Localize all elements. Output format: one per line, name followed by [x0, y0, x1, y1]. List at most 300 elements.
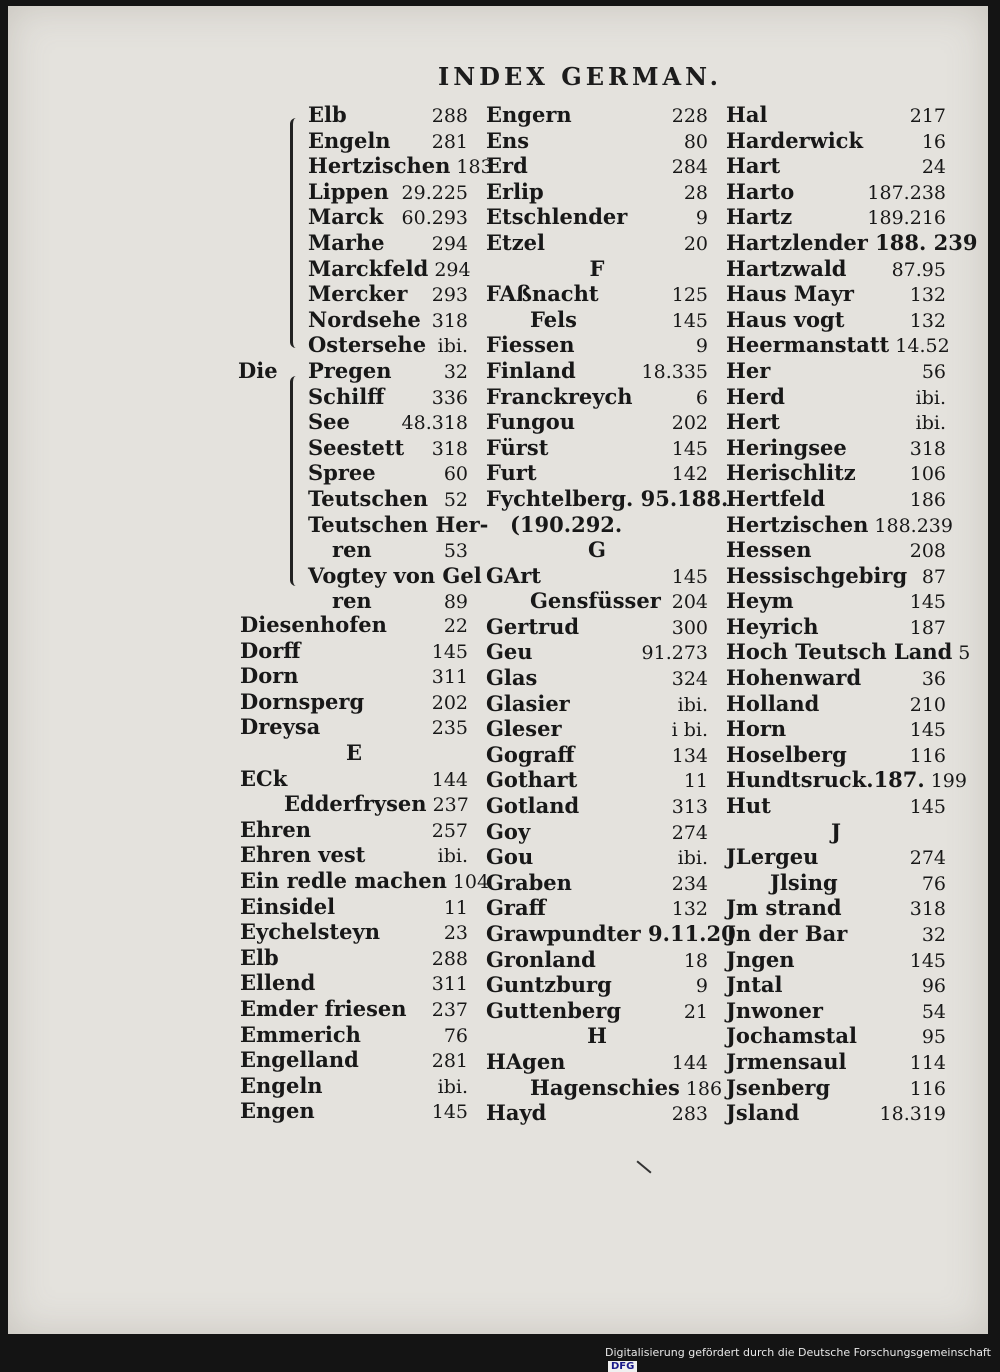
- entry-page: 318: [909, 437, 946, 460]
- index-column-1: [240, 612, 490, 1124]
- entry-term: Gertrud: [486, 613, 580, 639]
- entry-term: Engelland: [240, 1047, 359, 1073]
- entry-page: 21: [683, 1000, 708, 1023]
- entry-term: See: [308, 409, 350, 435]
- entry-page: 318: [431, 437, 468, 460]
- entry-term: Seestett: [308, 434, 405, 460]
- entry-term: Geu: [486, 639, 533, 665]
- entry-term: Schilff: [308, 383, 385, 409]
- entry-term: Emmerich: [240, 1021, 361, 1047]
- entry-term: Furt: [486, 460, 537, 486]
- entry-page: 145: [909, 591, 946, 614]
- entry-page: 80: [683, 130, 708, 153]
- index-entry: [726, 1049, 946, 1075]
- entry-term: Teutschen: [308, 485, 429, 511]
- index-entry: [240, 1073, 468, 1099]
- digitization-credit: [605, 1346, 1000, 1372]
- index-column-2: [486, 102, 736, 1126]
- entry-page: 257: [431, 819, 468, 842]
- entry-page: 145: [671, 437, 708, 460]
- index-entry: [240, 996, 468, 1022]
- entry-page: 237: [431, 998, 468, 1021]
- entry-term: Engeln: [308, 127, 391, 153]
- entry-page: 96: [921, 975, 946, 998]
- entry-term: Dreysa: [240, 714, 321, 740]
- index-entry: [726, 1023, 946, 1049]
- entry-term: ren: [332, 537, 372, 563]
- index-entry: [726, 128, 946, 154]
- index-entry: [308, 255, 471, 282]
- entry-page: 311: [431, 973, 468, 996]
- index-entry: [486, 358, 708, 384]
- entry-page: 202: [431, 691, 468, 714]
- index-entry: [308, 562, 482, 589]
- entry-page: 208: [909, 540, 946, 563]
- index-entry: [726, 691, 946, 717]
- index-entry: [486, 1100, 708, 1126]
- entry-term: Erd: [486, 153, 528, 179]
- index-entry: [240, 1022, 468, 1048]
- ink-mark: [636, 1160, 651, 1173]
- entry-page: 187: [909, 616, 946, 639]
- index-entry: [240, 689, 468, 715]
- index-entry: [726, 895, 946, 921]
- entry-term: Heym: [726, 588, 794, 614]
- entry-term: Eychelsteyn: [240, 919, 380, 945]
- entry-term: HAgen: [486, 1048, 566, 1074]
- index-entry: [308, 588, 468, 614]
- index-entry: [486, 409, 708, 435]
- entry-page: 5: [958, 642, 971, 665]
- index-entry: [726, 947, 946, 973]
- entry-page: 186: [685, 1077, 723, 1100]
- entry-term: Hayd: [486, 1100, 547, 1126]
- index-entry: [726, 179, 946, 205]
- index-entry: [240, 1098, 468, 1124]
- index-entry: [486, 716, 708, 742]
- entry-term: H: [587, 1023, 607, 1049]
- entry-page: 281: [431, 1050, 468, 1073]
- entry-term: E: [345, 739, 362, 765]
- entry-page: 18: [683, 949, 708, 972]
- entry-page: 145: [431, 1101, 468, 1124]
- entry-term: Etschlender: [486, 204, 628, 230]
- entry-page: 116: [909, 1077, 946, 1100]
- entry-page: 20: [683, 232, 708, 255]
- index-entry: [726, 844, 946, 870]
- entry-term: Gronland: [486, 946, 596, 972]
- entry-term: Nordsehe: [308, 306, 421, 332]
- entry-term: Marckfeld: [308, 255, 429, 281]
- index-entry: [486, 563, 708, 589]
- entry-page: 288: [431, 105, 468, 127]
- entry-term: Jnwoner: [726, 997, 823, 1023]
- index-entry: [486, 614, 708, 640]
- entry-page: 76: [443, 1024, 468, 1047]
- index-entry: [726, 281, 946, 307]
- entry-term: Teutschen Her-: [308, 511, 489, 537]
- index-entry: [308, 179, 468, 205]
- entry-term: Hertzischen: [308, 153, 451, 179]
- index-entry: [486, 128, 708, 154]
- entry-page: 288: [431, 947, 468, 970]
- entry-page: 324: [671, 668, 708, 691]
- entry-term: JLergeu: [726, 844, 819, 870]
- index-entry: [240, 791, 468, 817]
- index-entry: [308, 511, 489, 538]
- index-entry: [240, 970, 468, 996]
- index-entry: [308, 102, 468, 128]
- index-entry: [726, 332, 950, 358]
- credit-text: Digitalisierung gefördert durch die Deutsche Forschungsgemeinschaft: [605, 1346, 991, 1359]
- index-entry: [486, 947, 708, 973]
- entry-term: Her: [726, 357, 771, 383]
- index-entry: [726, 614, 946, 640]
- entry-page: 145: [909, 949, 946, 972]
- entry-page: 281: [431, 130, 468, 153]
- entry-page: 18.319: [879, 1103, 946, 1126]
- entry-page: 14.52: [895, 335, 950, 358]
- index-entry: [726, 153, 946, 179]
- entry-term: Mercker: [308, 281, 408, 307]
- index-entry: [486, 588, 708, 614]
- entry-term: Goy: [486, 818, 531, 844]
- index-entry: [240, 817, 468, 843]
- entry-term: Pregen: [308, 357, 392, 383]
- index-entry: [240, 612, 468, 638]
- entry-page: 9: [695, 335, 708, 358]
- entry-page: 28: [683, 181, 708, 204]
- entry-page: 36: [921, 668, 946, 691]
- entry-page: 54: [921, 1000, 946, 1023]
- section-letter: [486, 256, 708, 282]
- index-entry: [726, 767, 967, 793]
- entry-term: Heermanstatt: [726, 332, 890, 358]
- entry-term: Hert: [726, 409, 780, 435]
- index-entry: [726, 307, 946, 333]
- entry-term: Hoselberg: [726, 741, 847, 767]
- dfg-logo: DFG: [608, 1361, 637, 1372]
- entry-term: Fungou: [486, 409, 576, 435]
- entry-page: 32: [443, 360, 468, 383]
- entry-term: Hessischgebirg: [726, 562, 908, 588]
- entry-page: ibi.: [915, 412, 946, 435]
- entry-page: 144: [671, 1051, 708, 1074]
- entry-page: 313: [671, 796, 708, 819]
- entry-page: 237: [432, 794, 469, 817]
- entry-page: ibi.: [437, 335, 468, 358]
- entry-term: Emder friesen: [240, 995, 407, 1021]
- entry-term: Jn der Bar: [726, 921, 848, 946]
- entry-term: Harto: [726, 178, 795, 204]
- index-entry: [240, 766, 468, 792]
- entry-page: 283: [671, 1103, 708, 1126]
- entry-term: Haus vogt: [726, 306, 845, 332]
- index-entry: [308, 153, 493, 179]
- index-entry: [726, 384, 946, 410]
- entry-page: 11: [683, 770, 708, 793]
- entry-page: 294: [434, 258, 471, 281]
- entry-term: Guttenberg: [486, 997, 622, 1023]
- entry-term: ECk: [240, 765, 288, 791]
- index-entry: [486, 691, 708, 717]
- index-entry: [726, 921, 946, 947]
- entry-term: Hartz: [726, 204, 793, 230]
- entry-term: FAßnacht: [486, 281, 599, 307]
- entry-page: 6: [695, 386, 708, 409]
- index-entry: [308, 537, 468, 563]
- index-entry: [486, 1049, 708, 1075]
- entry-term: Gleser: [486, 716, 562, 742]
- index-entry: [308, 307, 468, 333]
- index-entry: [240, 945, 468, 971]
- entry-term: Hal: [726, 102, 768, 127]
- entry-term: Fürst: [486, 434, 549, 460]
- index-entry: [486, 972, 708, 998]
- index-entry: [308, 384, 468, 410]
- index-entry: [726, 256, 946, 282]
- entry-term: G: [588, 537, 606, 563]
- entry-page: 199: [930, 770, 967, 793]
- entry-page: 202: [671, 412, 708, 435]
- entry-page: 114: [909, 1051, 946, 1074]
- entry-term: J: [831, 818, 841, 844]
- entry-page: 132: [909, 284, 946, 307]
- entry-page: 210: [909, 693, 946, 716]
- entry-term: Edderfrysen: [284, 791, 427, 817]
- entry-page: 274: [671, 821, 708, 844]
- entry-page: 87.95: [891, 258, 946, 281]
- entry-term: Hertzischen: [726, 511, 869, 537]
- entry-page: 76: [921, 872, 946, 895]
- entry-term: Fiessen: [486, 332, 575, 358]
- entry-term: Gothart: [486, 767, 578, 793]
- index-entry: [486, 512, 708, 538]
- entry-page: 87: [921, 565, 946, 588]
- entry-page: 134: [671, 744, 708, 767]
- entry-term: Jlsing: [770, 869, 838, 895]
- index-entry: [240, 1047, 468, 1073]
- entry-page: i bi.: [671, 719, 708, 742]
- index-entry: [240, 894, 468, 920]
- entry-page: 274: [909, 847, 946, 870]
- entry-page: ibi.: [437, 845, 468, 868]
- index-entry: [726, 358, 946, 384]
- entry-term: Heyrich: [726, 613, 819, 639]
- entry-term: Ehren: [240, 816, 311, 842]
- entry-page: 188.239: [874, 514, 953, 537]
- entry-term: Diesenhofen: [240, 612, 387, 637]
- entry-term: Hut: [726, 793, 771, 819]
- index-entry: [486, 460, 708, 486]
- entry-term: Horn: [726, 716, 787, 742]
- entry-page: ibi.: [915, 386, 946, 409]
- entry-term: Jsenberg: [726, 1074, 831, 1100]
- index-entry: [486, 307, 708, 333]
- index-entry: [486, 870, 708, 896]
- index-entry: [308, 460, 468, 486]
- entry-term: (190.292.: [510, 511, 623, 537]
- entry-page: 186: [909, 488, 946, 511]
- index-entry: [486, 998, 708, 1024]
- entry-page: 23: [443, 922, 468, 945]
- entry-term: Glas: [486, 665, 538, 691]
- entry-page: 187.238: [867, 181, 946, 204]
- entry-term: Jsland: [726, 1100, 800, 1126]
- entry-page: 284: [671, 156, 708, 179]
- index-entry: [486, 384, 708, 410]
- entry-page: 132: [909, 309, 946, 332]
- index-entry: [308, 332, 468, 358]
- index-entry: [308, 409, 468, 435]
- entry-term: Hartzlender 188. 239: [726, 229, 978, 255]
- section-letter: [486, 1023, 708, 1049]
- entry-term: Hertfeld: [726, 485, 826, 511]
- entry-page: 24: [921, 156, 946, 179]
- entry-page: 53: [443, 540, 468, 563]
- entry-term: Fels: [530, 306, 577, 332]
- index-column-3: [726, 102, 978, 1126]
- entry-page: 32: [921, 924, 946, 946]
- entry-term: Hoch Teutsch Land: [726, 639, 953, 665]
- entry-page: 145: [909, 796, 946, 819]
- entry-page: 294: [431, 232, 468, 255]
- entry-page: 9: [695, 207, 708, 230]
- entry-term: Herischlitz: [726, 460, 856, 486]
- entry-term: Herd: [726, 383, 785, 409]
- index-entry: [486, 895, 708, 921]
- index-entry: [486, 742, 708, 768]
- entry-page: 52: [443, 488, 468, 511]
- entry-term: Engeln: [240, 1072, 323, 1098]
- index-entry: [308, 230, 468, 256]
- entry-page: 145: [909, 719, 946, 742]
- entry-term: Guntzburg: [486, 972, 612, 998]
- index-entry: [726, 537, 946, 563]
- entry-page: 183: [456, 156, 493, 179]
- entry-page: 106: [909, 463, 946, 486]
- entry-term: Hartzwald: [726, 255, 847, 281]
- index-entry: [486, 1074, 723, 1101]
- entry-page: 145: [431, 640, 468, 663]
- entry-page: 104: [452, 870, 490, 893]
- entry-page: 300: [671, 616, 708, 639]
- section-letter: [240, 740, 468, 766]
- entry-term: Gensfüsser: [530, 588, 661, 614]
- entry-page: 144: [431, 768, 468, 791]
- section-letter: [726, 819, 946, 845]
- entry-term: Graben: [486, 869, 572, 895]
- entry-term: Einsidel: [240, 893, 336, 919]
- index-entry: [726, 998, 946, 1024]
- entry-term: Gograff: [486, 741, 575, 767]
- index-entry: [486, 921, 736, 947]
- index-entry: [726, 229, 978, 256]
- entry-term: Marhe: [308, 229, 385, 255]
- entry-term: Jm strand: [726, 895, 842, 921]
- entry-term: Hessen: [726, 537, 812, 563]
- entry-page: 22: [443, 615, 468, 637]
- entry-term: Holland: [726, 690, 820, 716]
- index-entry: [486, 767, 708, 793]
- entry-term: Etzel: [486, 229, 545, 255]
- entry-term: Dorff: [240, 637, 301, 663]
- entry-term: Ens: [486, 127, 530, 153]
- entry-term: Spree: [308, 460, 376, 486]
- index-entry: [308, 435, 468, 461]
- entry-term: Glasier: [486, 690, 570, 716]
- index-entry: [486, 204, 708, 230]
- index-entry: [308, 204, 468, 230]
- entry-page: 142: [671, 463, 708, 486]
- index-entry: [486, 819, 708, 845]
- entry-term: Dornsperg: [240, 688, 365, 714]
- index-entry: [486, 793, 708, 819]
- entry-page: 217: [909, 105, 946, 127]
- index-entry: [308, 281, 468, 307]
- index-entry: [726, 409, 946, 435]
- index-entry: [486, 179, 708, 205]
- entry-term: Graff: [486, 895, 546, 921]
- index-entry: [240, 842, 468, 868]
- entry-term: Marck: [308, 204, 384, 230]
- entry-term: Grawpundter 9.11.20: [486, 921, 736, 946]
- index-entry: [240, 638, 468, 664]
- entry-page: 89: [443, 591, 468, 614]
- entry-term: F: [589, 255, 605, 281]
- entry-term: Heringsee: [726, 434, 847, 460]
- index-entry: [240, 919, 468, 945]
- entry-page: 9: [695, 975, 708, 998]
- index-entry: [726, 1075, 946, 1101]
- index-entry: [726, 588, 946, 614]
- entry-page: 204: [671, 591, 708, 614]
- entry-page: ibi.: [677, 847, 708, 870]
- entry-page: 228: [671, 105, 708, 127]
- entry-term: ren: [332, 588, 372, 614]
- entry-term: Hundtsruck.187.: [726, 767, 925, 793]
- entry-term: GArt: [486, 562, 541, 588]
- entry-page: 16: [921, 130, 946, 153]
- index-entry: [308, 128, 468, 154]
- brace-upper: [290, 118, 305, 348]
- index-entry: [726, 793, 946, 819]
- page-header: INDEX GERMAN.: [438, 62, 722, 91]
- book-page: [8, 6, 988, 1334]
- entry-term: Hagenschies: [530, 1074, 680, 1100]
- index-entry: [726, 716, 946, 742]
- index-entry: [486, 281, 708, 307]
- entry-term: Gou: [486, 844, 534, 870]
- entry-page: 132: [671, 898, 708, 921]
- entry-term: Hohenward: [726, 665, 862, 691]
- index-entry: [726, 972, 946, 998]
- index-entry: [726, 511, 953, 538]
- entry-page: 95: [921, 1026, 946, 1049]
- entry-term: Hart: [726, 153, 781, 179]
- index-entry: [486, 435, 708, 461]
- index-entry: [726, 460, 946, 486]
- index-entry: [726, 486, 946, 512]
- brace-label-die: Die: [238, 358, 278, 383]
- entry-term: Ein redle machen: [240, 867, 447, 893]
- entry-term: Ehren vest: [240, 842, 366, 868]
- index-entry: [726, 870, 946, 896]
- entry-page: 11: [443, 896, 468, 919]
- entry-page: 189.216: [867, 207, 946, 230]
- entry-term: Engen: [240, 1098, 315, 1124]
- entry-term: Jngen: [726, 946, 795, 972]
